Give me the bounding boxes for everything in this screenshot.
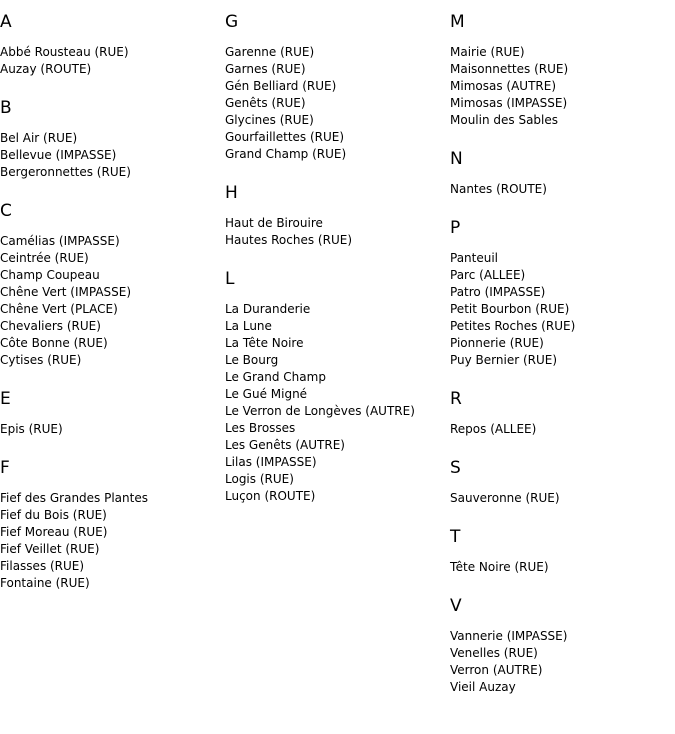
street-name: Patro (IMPASSE) bbox=[450, 285, 546, 299]
letter-group-h bbox=[225, 181, 449, 249]
street-index-column-3 bbox=[450, 10, 674, 714]
letter-group-s bbox=[450, 456, 674, 507]
letter-heading: A bbox=[0, 12, 12, 32]
street-name: Cytises (RUE) bbox=[0, 353, 82, 367]
street-list bbox=[450, 44, 674, 129]
street-name: Vieil Auzay bbox=[450, 680, 516, 694]
street-name: Bergeronnettes (RUE) bbox=[0, 165, 131, 179]
letter-heading: H bbox=[225, 183, 238, 203]
street-name: Haut de Birouire bbox=[225, 216, 323, 230]
street-list bbox=[450, 250, 674, 369]
letter-group-p bbox=[450, 216, 674, 369]
letter-heading: S bbox=[450, 458, 461, 478]
letter-heading: N bbox=[450, 149, 463, 169]
street-name: Garnes (RUE) bbox=[225, 62, 306, 76]
street-name: Gourfaillettes (RUE) bbox=[225, 130, 345, 144]
street-name: Les Brosses bbox=[225, 421, 296, 435]
street-name: La Duranderie bbox=[225, 302, 311, 316]
street-name: Auzay (ROUTE) bbox=[0, 62, 92, 76]
street-name: Pionnerie (RUE) bbox=[450, 336, 544, 350]
letter-heading: T bbox=[450, 527, 461, 547]
street-list bbox=[0, 233, 224, 369]
street-name: Maisonnettes (RUE) bbox=[450, 62, 569, 76]
street-name: La Tête Noire bbox=[225, 336, 304, 350]
street-name: Verron (AUTRE) bbox=[450, 663, 543, 677]
street-list bbox=[225, 215, 449, 249]
street-name: Abbé Rousteau (RUE) bbox=[0, 45, 129, 59]
letter-group-l bbox=[225, 267, 449, 505]
street-name: Chevaliers (RUE) bbox=[0, 319, 101, 333]
street-name: Le Gué Migné bbox=[225, 387, 308, 401]
street-name: Hautes Roches (RUE) bbox=[225, 233, 352, 247]
letter-heading: E bbox=[0, 389, 11, 409]
street-name: Fief Veillet (RUE) bbox=[0, 542, 100, 556]
letter-group-r bbox=[450, 387, 674, 438]
letter-group-f bbox=[0, 456, 224, 592]
street-name: Fief Moreau (RUE) bbox=[0, 525, 108, 539]
street-name: Chêne Vert (PLACE) bbox=[0, 302, 118, 316]
street-name: Grand Champ (RUE) bbox=[225, 147, 347, 161]
street-name: Les Genêts (AUTRE) bbox=[225, 438, 345, 452]
street-name: Sauveronne (RUE) bbox=[450, 491, 560, 505]
street-name: Venelles (RUE) bbox=[450, 646, 538, 660]
street-name: Fief du Bois (RUE) bbox=[0, 508, 107, 522]
letter-group-e bbox=[0, 387, 224, 438]
street-list bbox=[0, 490, 224, 592]
street-name: Epis (RUE) bbox=[0, 422, 63, 436]
street-list bbox=[0, 421, 224, 438]
letter-heading: B bbox=[0, 98, 12, 118]
street-name: La Lune bbox=[225, 319, 272, 333]
letter-group-v bbox=[450, 594, 674, 696]
street-name: Repos (ALLEE) bbox=[450, 422, 537, 436]
street-list bbox=[450, 490, 674, 507]
letter-group-g bbox=[225, 10, 449, 163]
street-name: Bellevue (IMPASSE) bbox=[0, 148, 117, 162]
street-name: Filasses (RUE) bbox=[0, 559, 85, 573]
street-name: Gén Belliard (RUE) bbox=[225, 79, 337, 93]
street-name: Fontaine (RUE) bbox=[0, 576, 90, 590]
street-name: Le Grand Champ bbox=[225, 370, 326, 384]
street-list bbox=[450, 421, 674, 438]
letter-heading: F bbox=[0, 458, 10, 478]
letter-group-b bbox=[0, 96, 224, 181]
street-list bbox=[450, 181, 674, 198]
letter-group-n bbox=[450, 147, 674, 198]
street-name: Vannerie (IMPASSE) bbox=[450, 629, 568, 643]
street-name: Chêne Vert (IMPASSE) bbox=[0, 285, 132, 299]
letter-heading: R bbox=[450, 389, 462, 409]
letter-group-m bbox=[450, 10, 674, 129]
street-name: Bel Air (RUE) bbox=[0, 131, 78, 145]
street-name: Garenne (RUE) bbox=[225, 45, 315, 59]
street-name: Puy Bernier (RUE) bbox=[450, 353, 558, 367]
street-index-column-2 bbox=[225, 10, 449, 523]
street-name: Petit Bourbon (RUE) bbox=[450, 302, 570, 316]
letter-heading: L bbox=[225, 269, 235, 289]
street-name: Genêts (RUE) bbox=[225, 96, 306, 110]
letter-group-c bbox=[0, 199, 224, 369]
street-name: Moulin des Sables bbox=[450, 113, 559, 127]
street-name: Logis (RUE) bbox=[225, 472, 294, 486]
street-name: Mimosas (IMPASSE) bbox=[450, 96, 568, 110]
letter-group-a bbox=[0, 10, 224, 78]
street-name: Luçon (ROUTE) bbox=[225, 489, 316, 503]
street-list bbox=[450, 628, 674, 696]
street-name: Ceintrée (RUE) bbox=[0, 251, 89, 265]
street-name: Champ Coupeau bbox=[0, 268, 100, 282]
street-list bbox=[0, 130, 224, 181]
street-name: Fief des Grandes Plantes bbox=[0, 491, 148, 505]
street-list bbox=[225, 301, 449, 505]
street-name: Parc (ALLEE) bbox=[450, 268, 526, 282]
street-name: Petites Roches (RUE) bbox=[450, 319, 576, 333]
street-list bbox=[225, 44, 449, 163]
street-name: Lilas (IMPASSE) bbox=[225, 455, 317, 469]
letter-group-t bbox=[450, 525, 674, 576]
letter-heading: M bbox=[450, 12, 465, 32]
street-name: Nantes (ROUTE) bbox=[450, 182, 547, 196]
letter-heading: P bbox=[450, 218, 461, 238]
street-name: Panteuil bbox=[450, 251, 499, 265]
letter-heading: G bbox=[225, 12, 239, 32]
letter-heading: V bbox=[450, 596, 462, 616]
street-name: Glycines (RUE) bbox=[225, 113, 314, 127]
street-index-column-1 bbox=[0, 10, 224, 610]
street-name: Tête Noire (RUE) bbox=[450, 560, 549, 574]
street-list bbox=[0, 44, 224, 78]
street-name: Camélias (IMPASSE) bbox=[0, 234, 120, 248]
street-name: Côte Bonne (RUE) bbox=[0, 336, 108, 350]
letter-heading: C bbox=[0, 201, 12, 221]
street-name: Le Verron de Longèves (AUTRE) bbox=[225, 404, 415, 418]
street-name: Mimosas (AUTRE) bbox=[450, 79, 556, 93]
street-name: Mairie (RUE) bbox=[450, 45, 525, 59]
street-name: Le Bourg bbox=[225, 353, 279, 367]
street-list bbox=[450, 559, 674, 576]
